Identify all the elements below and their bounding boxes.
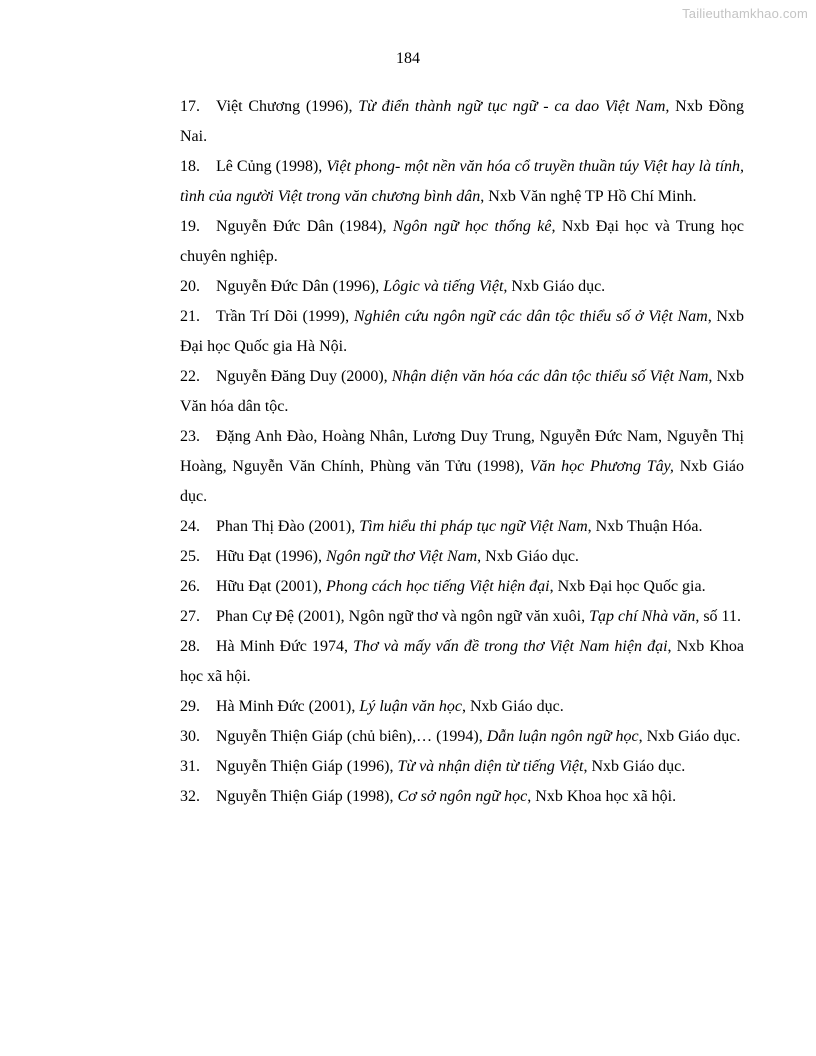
reference-item [180, 572, 744, 602]
reference-authors: Hà Minh Đức 1974, [216, 638, 354, 655]
reference-title: Từ điển thành ngữ tục ngữ - ca dao Việt Nam, [358, 98, 670, 115]
reference-item [180, 512, 744, 542]
reference-number: 24. [180, 518, 200, 535]
reference-publisher: Nxb Đại học và Trung học chuyên nghiệp. [180, 218, 744, 265]
reference-publisher: , Nxb Giáo dục. [461, 698, 564, 715]
reference-authors: Việt Chương (1996), [216, 98, 359, 115]
reference-title: Việt phong- một nền văn hóa cổ truyền thuần túy Việt hay là tính, tình của người Việt trong văn chương bình dân [180, 158, 745, 205]
page-number: 184 [396, 50, 420, 67]
reference-title: Văn học Phương Tây, [529, 458, 674, 475]
reference-publisher: , Nxb Văn hóa dân tộc. [180, 368, 744, 415]
reference-authors: Hà Minh Đức (2001), [216, 698, 360, 715]
reference-authors: Đặng Anh Đào, Hoàng Nhân, Lương Duy Trung, Nguyễn Đức Nam, Nguyễn Thị Hoàng, Nguyễn Văn Chính, Phùng văn Tửu (1998), [180, 428, 744, 475]
reference-item [180, 302, 744, 362]
reference-publisher: , Nxb Văn nghệ TP Hồ Chí Minh. [480, 188, 697, 205]
reference-number: 30. [180, 728, 200, 745]
reference-item [180, 152, 744, 212]
reference-authors: Nguyễn Thiện Giáp (chủ biên),… (1994), [216, 728, 487, 745]
reference-publisher: , Nxb Thuận Hóa. [587, 518, 703, 535]
reference-publisher: , Nxb Khoa học xã hội. [527, 788, 677, 805]
reference-title: Dẫn luận ngôn ngữ học [486, 728, 639, 745]
reference-authors: Nguyễn Thiện Giáp (1996), [216, 758, 398, 775]
reference-publisher: , số 11. [695, 608, 741, 625]
reference-number: 28. [180, 638, 200, 655]
reference-item [180, 752, 744, 782]
reference-authors: Nguyễn Đức Dân (1996), [216, 278, 384, 295]
reference-authors: Nguyễn Đăng Duy (2000), [216, 368, 392, 385]
reference-number: 25. [180, 548, 200, 565]
reference-publisher: , Nxb Giáo dục. [583, 758, 686, 775]
reference-number: 26. [180, 578, 200, 595]
reference-title: Nhận diện văn hóa các dân tộc thiểu số Việt Nam [391, 368, 709, 385]
reference-authors: Hữu Đạt (2001), [216, 578, 326, 595]
reference-title: Lý luận văn học [359, 698, 462, 715]
reference-number: 27. [180, 608, 200, 625]
reference-number: 20. [180, 278, 200, 295]
reference-publisher: , Nxb Giáo dục. [638, 728, 741, 745]
reference-number: 19. [180, 218, 200, 235]
reference-number: 18. [180, 158, 200, 175]
reference-number: 31. [180, 758, 200, 775]
reference-publisher: , Nxb Giáo dục. [477, 548, 579, 565]
reference-number: 29. [180, 698, 200, 715]
reference-item [180, 362, 744, 422]
reference-title: Cơ sở ngôn ngữ học [397, 788, 528, 805]
reference-item [180, 692, 744, 722]
reference-publisher: Nxb Giáo dục. [507, 278, 606, 295]
reference-title: Ngôn ngữ học thống kê, [392, 218, 556, 235]
reference-authors: Nguyễn Thiện Giáp (1998), [216, 788, 398, 805]
reference-list [180, 92, 744, 812]
reference-title: Tạp chí Nhà văn [589, 608, 696, 625]
reference-item [180, 272, 744, 302]
reference-title: Ngôn ngữ thơ Việt Nam [325, 548, 478, 565]
reference-publisher: Nxb Giáo dục. [180, 458, 745, 505]
reference-authors: Lê Củng (1998), [216, 158, 327, 175]
reference-publisher: , Nxb Đại học Quốc gia. [549, 578, 706, 595]
reference-title: Nghiên cứu ngôn ngữ các dân tộc thiểu số ở Việt Nam [353, 308, 708, 325]
reference-publisher: Nxb Đồng Nai. [180, 98, 745, 145]
reference-title: Tìm hiểu thi pháp tục ngữ Việt Nam [359, 518, 588, 535]
reference-publisher: , Nxb Đại học Quốc gia Hà Nội. [180, 308, 744, 355]
reference-number: 32. [180, 788, 200, 805]
reference-item [180, 632, 744, 692]
reference-item [180, 602, 744, 632]
reference-publisher: , Nxb Khoa học xã hội. [180, 638, 744, 685]
reference-authors: Hữu Đạt (1996), [216, 548, 326, 565]
reference-number: 21. [180, 308, 200, 325]
reference-authors: Phan Cự Đệ (2001), Ngôn ngữ thơ và ngôn ngữ văn xuôi, [216, 608, 590, 625]
reference-authors: Phan Thị Đào (2001), [216, 518, 360, 535]
reference-item [180, 782, 744, 812]
reference-item [180, 422, 744, 512]
watermark-text: Tailieuthamkhao.com [682, 6, 808, 21]
reference-authors: Trần Trí Dõi (1999), [216, 308, 354, 325]
reference-authors: Nguyễn Đức Dân (1984), [216, 218, 393, 235]
reference-title: Lôgic và tiếng Việt, [383, 278, 508, 295]
reference-title: Từ và nhận diện từ tiếng Việt [397, 758, 584, 775]
reference-title: Thơ và mấy vấn đề trong thơ Việt Nam hiện đại [353, 638, 668, 655]
reference-item [180, 212, 744, 272]
reference-number: 22. [180, 368, 200, 385]
reference-title: Phong cách học tiếng Việt hiện đại [325, 578, 550, 595]
reference-number: 17. [180, 98, 200, 115]
reference-item [180, 92, 744, 152]
reference-number: 23. [180, 428, 200, 445]
reference-item [180, 722, 744, 752]
reference-item [180, 542, 744, 572]
